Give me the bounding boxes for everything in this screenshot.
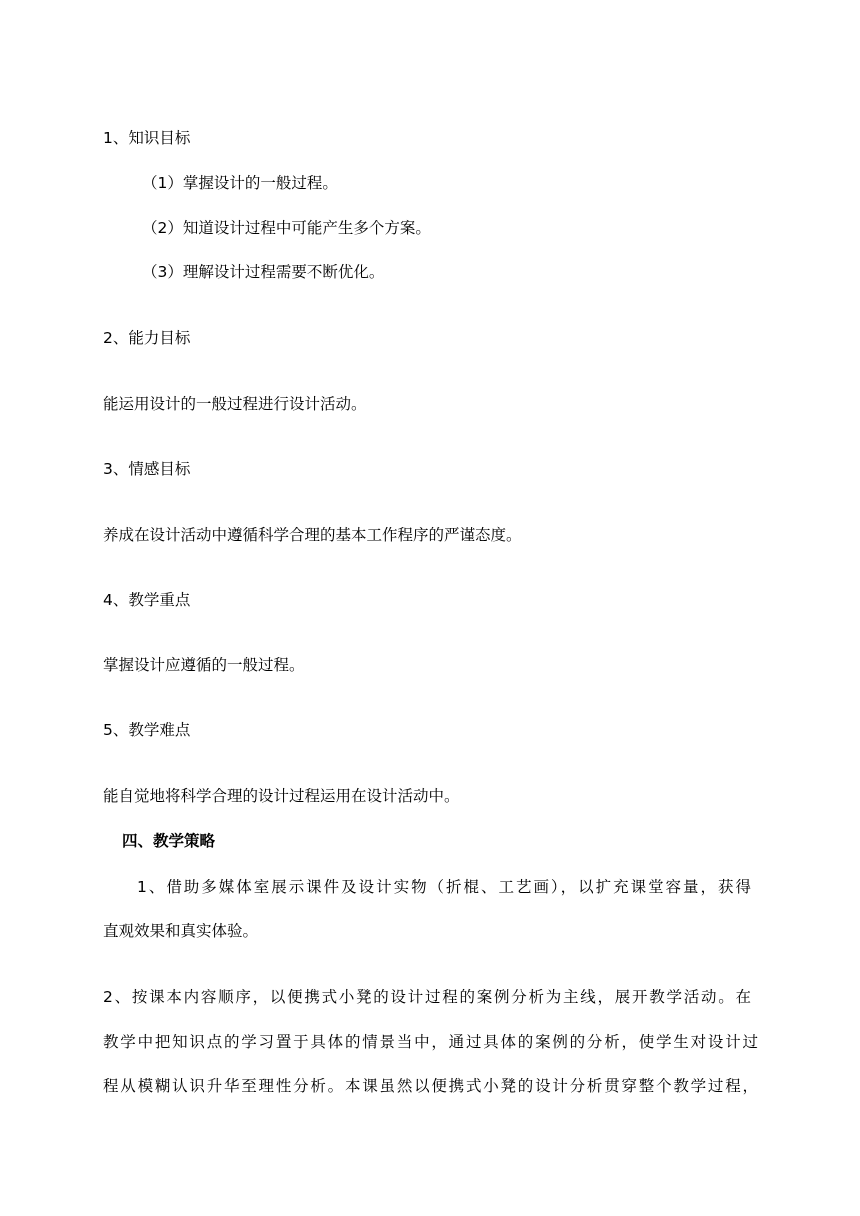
knowledge-item-2: （2）知道设计过程中可能产生多个方案。 [142,219,431,237]
difficulty-heading: 5、教学难点 [103,721,191,739]
strategy-para2-line1: 2、按课本内容顺序，以便携式小凳的设计过程的案例分析为主线，展开教学活动。在 [103,988,751,1006]
key-point-heading: 4、教学重点 [103,591,191,609]
ability-goal-heading: 2、能力目标 [103,329,191,347]
emotion-goal-heading: 3、情感目标 [103,460,191,478]
knowledge-item-1: （1）掌握设计的一般过程。 [142,174,338,192]
key-point-text: 掌握设计应遵循的一般过程。 [103,656,305,674]
knowledge-goal-heading: 1、知识目标 [103,129,191,147]
strategy-para1-line2: 直观效果和真实体验。 [103,922,259,940]
strategy-title: 四、教学策略 [122,832,216,850]
strategy-para2-line2: 教学中把知识点的学习置于具体的情景当中，通过具体的案例的分析，使学生对设计过 [103,1033,758,1051]
difficulty-text: 能自觉地将科学合理的设计过程运用在设计活动中。 [103,787,460,805]
emotion-goal-text: 养成在设计活动中遵循科学合理的基本工作程序的严谨态度。 [103,526,522,544]
ability-goal-text: 能运用设计的一般过程进行设计活动。 [103,395,367,413]
strategy-para2-line3: 程从模糊认识升华至理性分析。本课虽然以便携式小凳的设计分析贯穿整个教学过程， [103,1077,758,1095]
knowledge-item-3: （3）理解设计过程需要不断优化。 [142,263,385,281]
strategy-para1-line1: 1、借助多媒体室展示课件及设计实物（折棍、工艺画），以扩充课堂容量，获得 [137,878,751,896]
